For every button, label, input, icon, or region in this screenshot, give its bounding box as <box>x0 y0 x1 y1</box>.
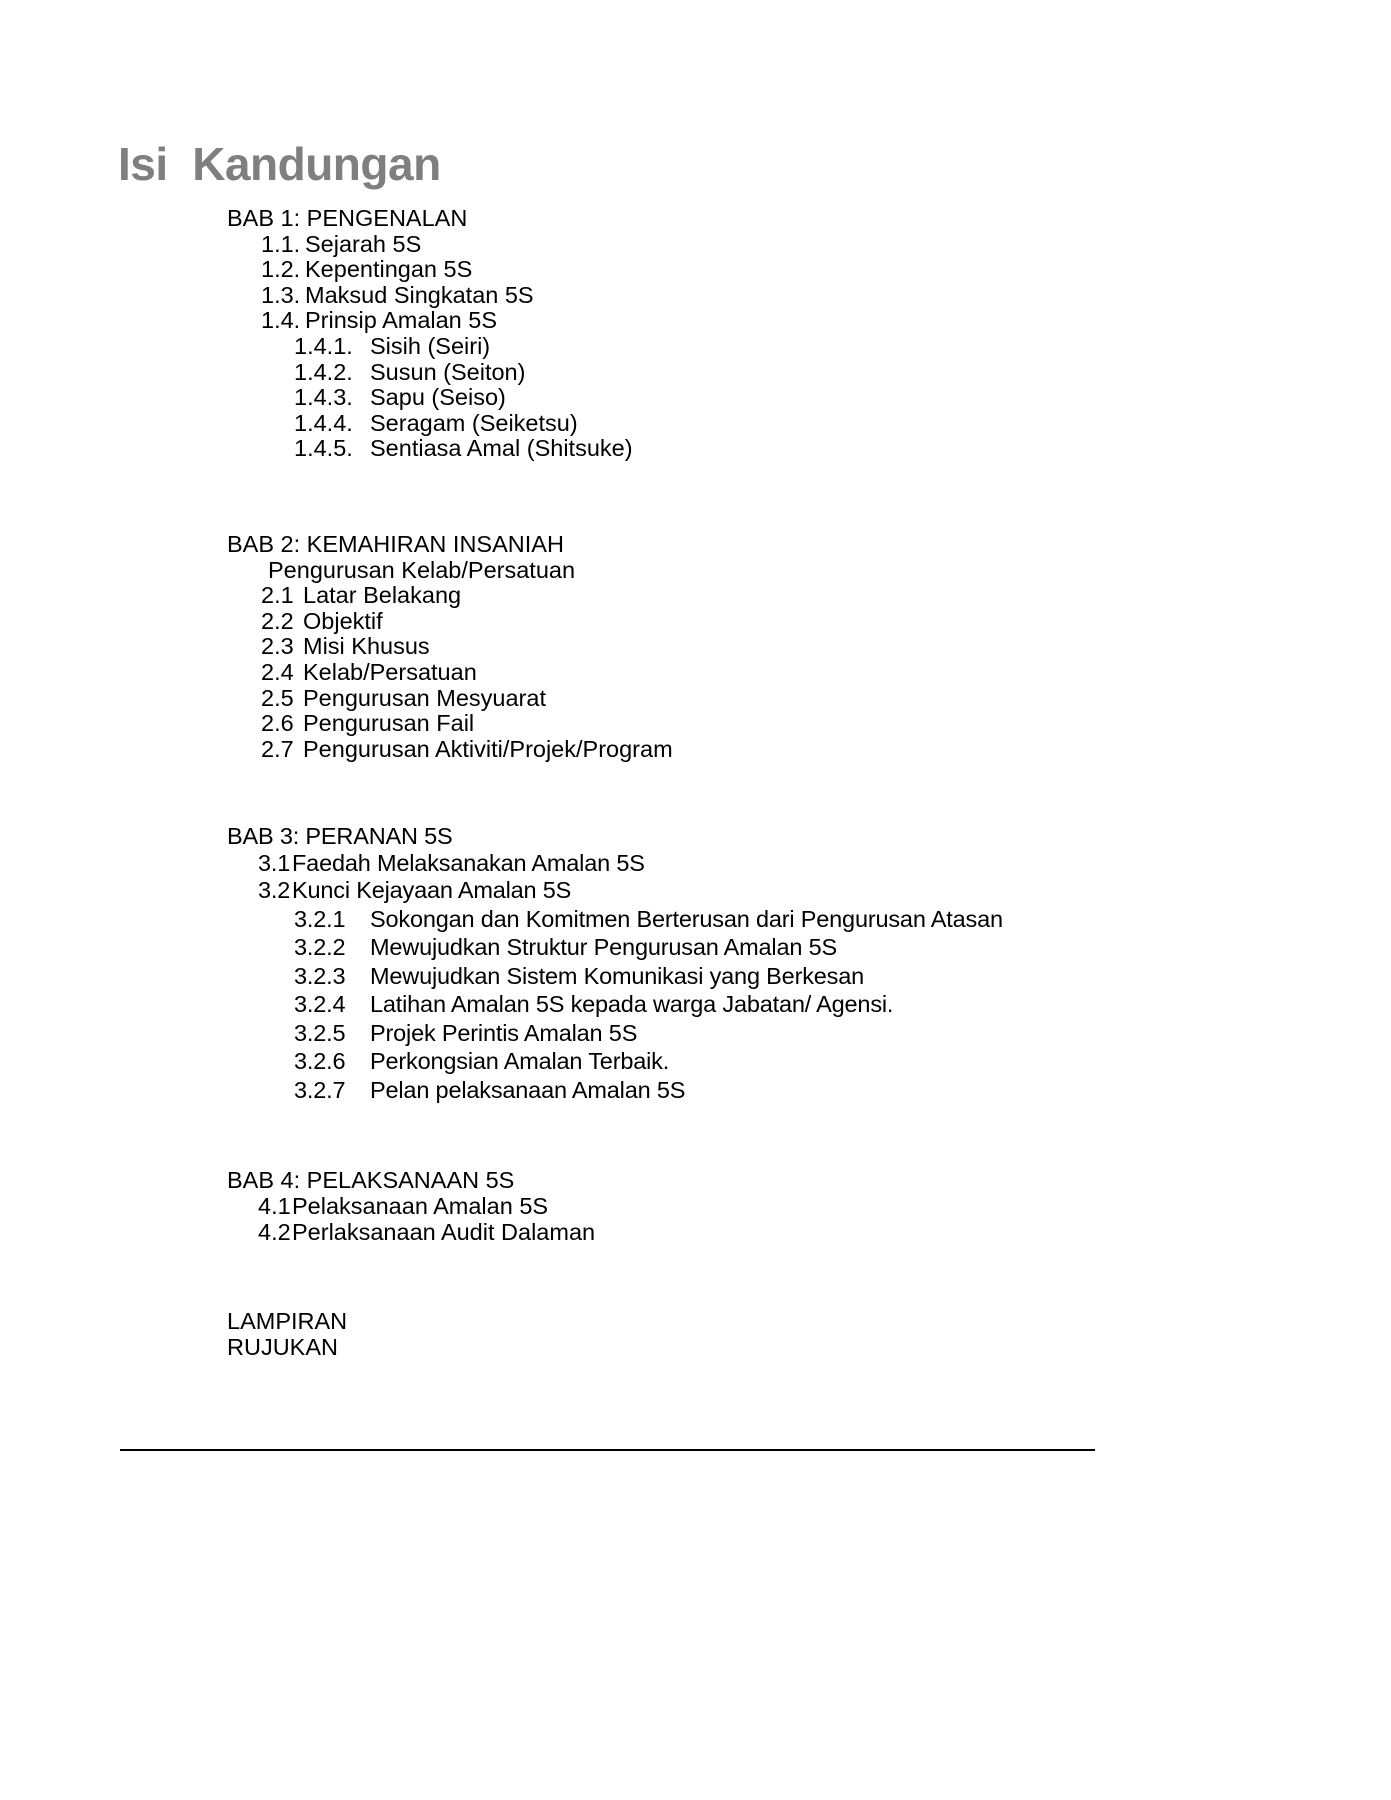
toc-item[interactable] <box>0 609 1391 635</box>
toc-item-label: Objektif <box>303 607 383 634</box>
toc-subitem-number: 1.4.2. <box>294 358 353 385</box>
section-spacer <box>0 806 1391 824</box>
toc-subitem[interactable] <box>0 933 1391 962</box>
toc-item[interactable] <box>0 283 1391 309</box>
toc-subitem-number: 1.4.4. <box>294 409 353 436</box>
appendix-item-rujukan[interactable]: RUJUKAN <box>227 1333 338 1360</box>
toc-subitem-number: 3.2.5 <box>294 1019 346 1046</box>
toc-item[interactable] <box>0 1194 1391 1220</box>
toc-subitem-number: 3.2.2 <box>294 934 346 961</box>
toc-item-label: Faedah Melaksanakan Amalan 5S <box>292 849 645 876</box>
chapter-subtitle-2: Pengurusan Kelab/Persatuan <box>268 556 576 583</box>
toc-subitem[interactable] <box>0 436 1391 462</box>
toc-item-number: 2.6 <box>261 710 294 737</box>
toc-subitem-number: 3.2.6 <box>294 1048 346 1075</box>
toc-item-label: Kunci Kejayaan Amalan 5S <box>292 877 572 904</box>
toc-subitem-number: 1.4.1. <box>294 332 353 359</box>
toc-item-number: 3.1 <box>258 849 291 876</box>
toc-item-label: Sejarah 5S <box>305 230 422 257</box>
toc-subitem[interactable] <box>0 1019 1391 1048</box>
toc-item-label: Prinsip Amalan 5S <box>305 307 498 334</box>
toc-item-label: Pengurusan Fail <box>303 710 475 737</box>
toc-item-number: 2.2 <box>261 607 294 634</box>
toc-subitem-label: Seragam (Seiketsu) <box>370 409 578 436</box>
section-spacer <box>0 462 1391 510</box>
toc-item-number: 1.3. <box>261 281 301 308</box>
toc-subitem[interactable] <box>0 360 1391 386</box>
toc-item[interactable] <box>0 737 1391 763</box>
toc-item-number: 4.2 <box>258 1218 291 1245</box>
toc-subitem-number: 1.4.3. <box>294 384 353 411</box>
toc-item-number: 1.4. <box>261 307 301 334</box>
appendix-item-lampiran[interactable]: LAMPIRAN <box>227 1308 348 1335</box>
toc-subitem[interactable] <box>0 1076 1391 1105</box>
section-spacer <box>0 762 1391 806</box>
toc-item[interactable] <box>0 877 1391 905</box>
toc-subitem-label: Perkongsian Amalan Terbaik. <box>370 1048 670 1075</box>
toc-subitem[interactable] <box>0 411 1391 437</box>
toc-subitem-label: Sapu (Seiso) <box>370 384 506 411</box>
toc-item-label: Pelaksanaan Amalan 5S <box>292 1192 549 1219</box>
toc-subitem-label: Projek Perintis Amalan 5S <box>370 1019 638 1046</box>
toc-subitem-label: Mewujudkan Sistem Komunikasi yang Berkesan <box>370 962 865 989</box>
toc-item-label: Kelab/Persatuan <box>303 658 477 685</box>
toc-item[interactable] <box>0 583 1391 609</box>
toc-item-number: 3.2 <box>258 877 291 904</box>
toc-item-number: 2.5 <box>261 684 294 711</box>
toc-subitem-number: 3.2.7 <box>294 1076 346 1103</box>
section-spacer <box>0 1245 1391 1287</box>
toc-subitem-label: Sisih (Seiri) <box>370 332 491 359</box>
toc-item-label: Kepentingan 5S <box>305 256 473 283</box>
section-spacer <box>0 510 1391 532</box>
toc-subitem-number: 1.4.5. <box>294 435 353 462</box>
toc-item[interactable] <box>0 686 1391 712</box>
toc-subitem-label: Sokongan dan Komitmen Berterusan dari Pengurusan Atasan <box>370 905 1003 932</box>
chapter-heading-1[interactable]: BAB 1: PENGENALAN <box>227 205 468 231</box>
toc-item-number: 4.1 <box>258 1192 291 1219</box>
toc-subitem-label: Pelan pelaksanaan Amalan 5S <box>370 1076 686 1103</box>
toc-item[interactable] <box>0 1220 1391 1246</box>
toc-item[interactable] <box>0 660 1391 686</box>
section-spacer <box>0 1104 1391 1148</box>
toc-item-label: Pengurusan Mesyuarat <box>303 684 546 711</box>
toc-subitem-label: Latihan Amalan 5S kepada warga Jabatan/ Agensi. <box>370 991 894 1018</box>
toc-item-label: Latar Belakang <box>303 582 462 609</box>
chapter-heading-2[interactable]: BAB 2: KEMAHIRAN INSANIAH <box>227 530 564 557</box>
toc-subitem-number: 3.2.3 <box>294 962 346 989</box>
toc-item-number: 2.1 <box>261 582 294 609</box>
chapter-heading-3[interactable]: BAB 3: PERANAN 5S <box>227 823 453 850</box>
toc-item[interactable] <box>0 257 1391 283</box>
toc-item[interactable] <box>0 634 1391 660</box>
toc-item[interactable] <box>0 308 1391 334</box>
toc-item-number: 2.7 <box>261 735 294 762</box>
toc-subitem-number: 3.2.4 <box>294 991 346 1018</box>
toc-item-label: Misi Khusus <box>303 633 430 660</box>
toc-item-label: Perlaksanaan Audit Dalaman <box>292 1218 596 1245</box>
toc-subitem[interactable] <box>0 962 1391 991</box>
toc-subitem[interactable] <box>0 905 1391 934</box>
toc-item[interactable] <box>0 850 1391 878</box>
toc-item-label: Pengurusan Aktiviti/Projek/Program <box>303 735 673 762</box>
toc-subitem[interactable] <box>0 1047 1391 1076</box>
toc-item[interactable] <box>0 711 1391 737</box>
toc-item-number: 1.2. <box>261 256 301 283</box>
toc-subitem-number: 3.2.1 <box>294 905 346 932</box>
page-title: Isi Kandungan <box>118 138 441 190</box>
footer-divider <box>120 1449 1095 1451</box>
toc-subitem[interactable] <box>0 385 1391 411</box>
toc-subitem[interactable] <box>0 334 1391 360</box>
toc-item[interactable] <box>0 232 1391 258</box>
section-spacer <box>0 1287 1391 1309</box>
toc-item-number: 2.3 <box>261 633 294 660</box>
toc-item-number: 2.4 <box>261 658 294 685</box>
toc-subitem-label: Susun (Seiton) <box>370 358 526 385</box>
chapter-heading-4[interactable]: BAB 4: PELAKSANAAN 5S <box>227 1167 515 1194</box>
toc-item-number: 1.1. <box>261 230 301 257</box>
toc-subitem-label: Mewujudkan Struktur Pengurusan Amalan 5S <box>370 934 837 961</box>
toc-subitem[interactable] <box>0 990 1391 1019</box>
table-of-contents <box>0 206 1391 1360</box>
toc-subitem-label: Sentiasa Amal (Shitsuke) <box>370 435 633 462</box>
section-spacer <box>0 1148 1391 1168</box>
toc-item-label: Maksud Singkatan 5S <box>305 281 534 308</box>
